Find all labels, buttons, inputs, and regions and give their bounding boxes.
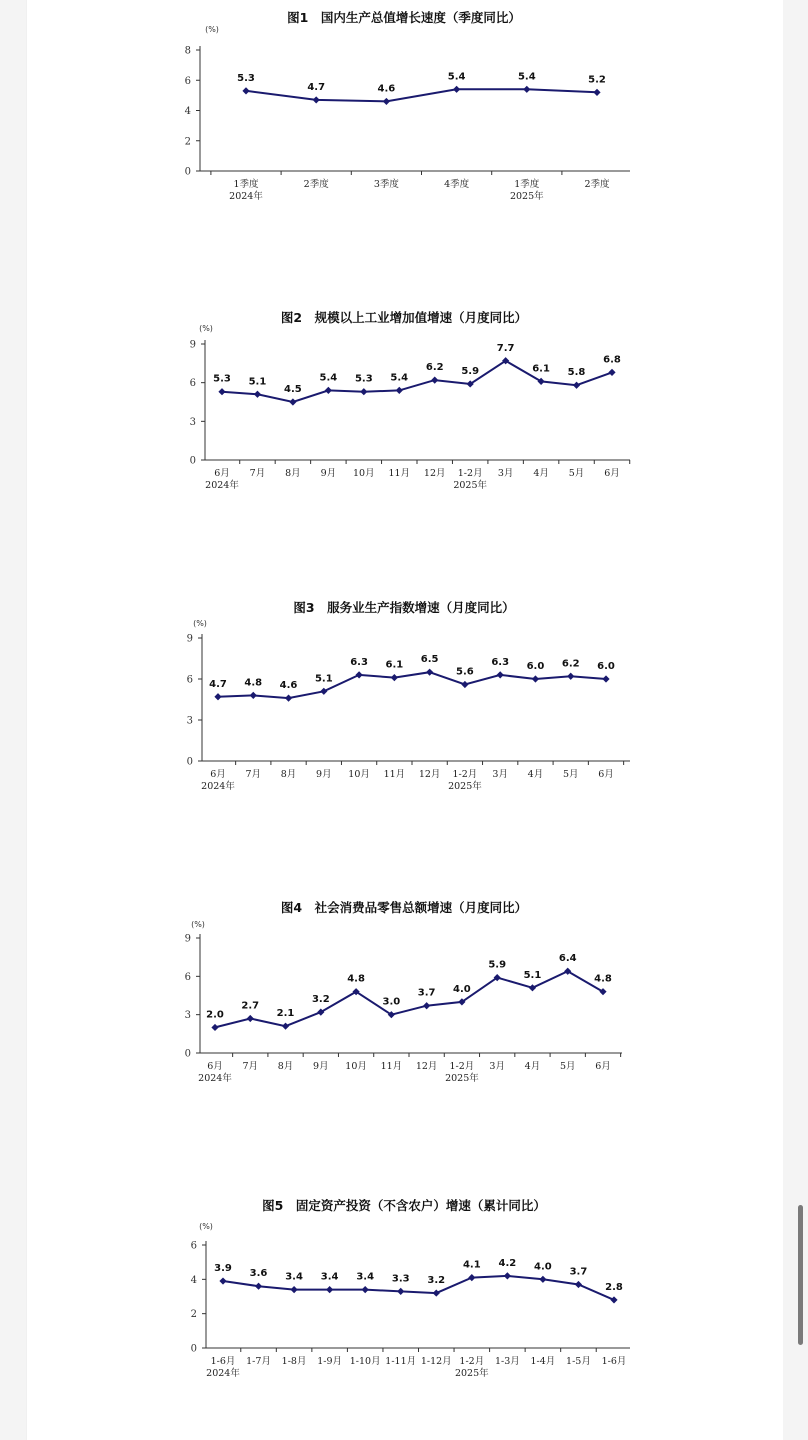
data-label: 4.6 [279, 680, 298, 692]
data-point-marker [529, 984, 536, 991]
data-point-marker [325, 387, 332, 394]
x-tick-label: 12月 [423, 468, 446, 479]
y-tick-label: 0 [184, 1048, 191, 1060]
y-axis-unit: (%) [199, 1222, 213, 1231]
data-label: 5.1 [523, 969, 542, 981]
x-year-label: 2025年 [445, 1073, 479, 1084]
x-year-label: 2025年 [448, 781, 482, 792]
x-tick-label: 1-9月 [317, 1356, 343, 1367]
x-tick-label: 6月 [210, 769, 226, 780]
data-label: 3.4 [285, 1271, 303, 1283]
data-point-marker [285, 695, 292, 702]
x-tick-label: 1-2月 [457, 468, 483, 479]
data-label: 3.7 [417, 987, 436, 999]
data-point-marker [219, 1277, 226, 1284]
x-tick-label: 1-12月 [420, 1356, 452, 1367]
data-label: 5.6 [456, 666, 474, 678]
x-tick-label: 6月 [207, 1061, 223, 1072]
data-label: 3.4 [356, 1271, 375, 1283]
data-label: 3.3 [391, 1273, 410, 1285]
data-point-marker [423, 1002, 430, 1009]
chart-gdp-growth [0, 0, 808, 215]
x-tick-label: 1-4月 [530, 1356, 556, 1367]
series-line [218, 672, 606, 698]
x-tick-label: 10月 [348, 769, 370, 780]
x-tick-label: 1-2月 [452, 769, 478, 780]
data-point-marker [242, 87, 249, 94]
series-line [223, 1276, 614, 1300]
data-label: 4.8 [347, 973, 365, 985]
data-point-marker [214, 693, 221, 700]
data-point-marker [355, 671, 362, 678]
x-year-label: 2024年 [198, 1073, 232, 1084]
chart-retail-sales [0, 890, 808, 1090]
data-label: 5.2 [588, 74, 606, 86]
y-tick-label: 6 [184, 75, 191, 87]
x-tick-label: 1-8月 [281, 1356, 307, 1367]
y-tick-label: 0 [186, 756, 193, 768]
y-tick-label: 2 [190, 1309, 197, 1321]
y-tick-label: 4 [184, 106, 191, 117]
data-point-marker [567, 673, 574, 680]
x-tick-label: 12月 [415, 1061, 438, 1072]
x-tick-label: 6月 [604, 468, 620, 479]
y-tick-label: 0 [189, 455, 196, 467]
data-label: 5.1 [248, 376, 267, 388]
data-point-marker [326, 1286, 333, 1293]
x-year-label: 2024年 [205, 480, 239, 491]
data-label: 5.3 [354, 373, 373, 385]
y-axis-unit: (%) [199, 324, 213, 333]
data-label: 6.5 [420, 654, 439, 666]
x-tick-label: 3月 [492, 769, 508, 780]
x-tick-label: 2季度 [584, 179, 610, 190]
y-axis-unit: (%) [191, 920, 205, 929]
data-point-marker [247, 1015, 254, 1022]
data-point-marker [360, 388, 367, 395]
data-label: 6.0 [526, 661, 545, 672]
data-point-marker [320, 688, 327, 695]
data-label: 4.7 [307, 81, 326, 93]
x-tick-label: 4月 [527, 769, 544, 780]
x-tick-label: 9月 [313, 1061, 329, 1072]
x-tick-label: 1-11月 [385, 1356, 417, 1367]
data-label: 4.1 [462, 1259, 481, 1271]
data-label: 2.8 [605, 1281, 623, 1293]
data-label: 5.9 [488, 959, 507, 971]
x-tick-label: 1-7月 [246, 1356, 271, 1367]
data-point-marker [608, 369, 615, 376]
y-tick-label: 0 [184, 166, 191, 178]
x-tick-label: 6月 [598, 769, 614, 780]
y-tick-label: 9 [189, 339, 196, 351]
data-label: 5.4 [390, 372, 409, 384]
data-point-marker [211, 1024, 218, 1031]
x-tick-label: 11月 [380, 1061, 403, 1072]
x-tick-label: 3季度 [373, 179, 399, 190]
data-point-marker [313, 96, 320, 103]
y-axis-unit: (%) [193, 619, 207, 628]
x-tick-label: 7月 [242, 1061, 259, 1072]
x-tick-label: 3月 [497, 468, 514, 479]
data-point-marker [468, 1274, 475, 1281]
x-tick-label: 12月 [418, 769, 441, 780]
data-label: 5.3 [237, 72, 255, 84]
data-label: 3.2 [311, 994, 330, 1006]
x-tick-label: 4月 [533, 468, 549, 479]
chart-title: 图3 服务业生产指数增速（月度同比） [293, 600, 515, 615]
data-label: 6.2 [561, 658, 580, 670]
data-point-marker [218, 388, 225, 395]
data-label: 3.7 [569, 1266, 588, 1278]
data-label: 4.6 [377, 83, 396, 95]
data-label: 6.8 [603, 354, 621, 366]
data-point-marker [575, 1281, 582, 1288]
series-line [222, 361, 612, 402]
data-label: 4.8 [244, 677, 263, 689]
series-line [215, 971, 603, 1027]
y-tick-label: 0 [190, 1343, 197, 1355]
data-point-marker [254, 391, 261, 398]
x-tick-label: 9月 [320, 468, 337, 479]
chart-title: 图1 国内生产总值增长速度（季度同比） [287, 10, 521, 25]
x-year-label: 2024年 [229, 191, 263, 202]
data-label: 3.9 [214, 1263, 232, 1275]
x-tick-label: 5月 [559, 1061, 576, 1072]
x-tick-label: 8月 [280, 769, 297, 780]
x-tick-label: 11月 [388, 468, 411, 479]
x-year-label: 2024年 [201, 781, 235, 792]
data-label: 3.4 [320, 1271, 339, 1283]
y-tick-label: 6 [184, 971, 191, 983]
data-point-marker [290, 1286, 297, 1293]
data-point-marker [453, 86, 460, 93]
x-tick-label: 1-2月 [449, 1061, 475, 1072]
y-axis-unit: (%) [205, 25, 219, 34]
x-tick-label: 9月 [316, 769, 332, 780]
data-label: 3.2 [427, 1275, 446, 1287]
x-tick-label: 4月 [524, 1061, 541, 1072]
x-tick-label: 6月 [214, 468, 230, 479]
data-label: 6.1 [532, 363, 550, 375]
y-tick-label: 8 [184, 45, 191, 57]
data-label: 5.4 [319, 372, 338, 384]
data-point-marker [497, 671, 504, 678]
data-label: 2.0 [206, 1009, 224, 1021]
data-point-marker [426, 669, 433, 676]
data-point-marker [504, 1272, 511, 1279]
data-point-marker [573, 382, 580, 389]
x-tick-label: 1-10月 [349, 1356, 381, 1367]
chart-title: 图2 规模以上工业增加值增速（月度同比） [280, 310, 528, 325]
data-point-marker [461, 681, 468, 688]
data-point-marker [433, 1289, 440, 1296]
data-point-marker [282, 1023, 289, 1030]
data-label: 5.4 [517, 71, 536, 83]
x-tick-label: 10月 [353, 468, 375, 479]
x-tick-label: 5月 [568, 468, 585, 479]
data-label: 3.6 [249, 1268, 268, 1280]
y-tick-label: 3 [186, 715, 193, 727]
chart-services-index [0, 590, 808, 800]
data-point-marker [362, 1286, 369, 1293]
data-point-marker [391, 674, 398, 681]
data-point-marker [523, 86, 530, 93]
x-tick-label: 11月 [383, 769, 406, 780]
data-label: 6.3 [350, 656, 368, 668]
x-year-label: 2025年 [454, 1368, 489, 1379]
y-tick-label: 6 [190, 1240, 197, 1252]
data-label: 5.8 [567, 367, 586, 379]
x-tick-label: 1季度 [233, 179, 259, 190]
x-tick-label: 8月 [285, 468, 301, 479]
data-label: 4.0 [453, 983, 471, 995]
data-label: 4.7 [209, 678, 227, 690]
x-tick-label: 6月 [595, 1061, 611, 1072]
data-label: 2.1 [276, 1008, 295, 1020]
x-year-label: 2024年 [206, 1368, 240, 1379]
x-tick-label: 1季度 [514, 179, 540, 190]
data-label: 6.3 [491, 656, 510, 668]
data-label: 5.4 [447, 71, 466, 83]
data-label: 2.7 [241, 1000, 260, 1012]
data-label: 7.7 [496, 342, 515, 354]
data-point-marker [593, 89, 600, 96]
data-label: 4.5 [284, 384, 302, 395]
data-point-marker [539, 1276, 546, 1283]
data-point-marker [602, 675, 609, 682]
data-label: 5.3 [213, 373, 231, 385]
series-line [246, 89, 597, 101]
data-point-marker [532, 675, 539, 682]
data-label: 6.4 [558, 953, 577, 965]
x-tick-label: 7月 [245, 769, 262, 780]
y-tick-label: 3 [189, 416, 196, 428]
x-tick-label: 1-6月 [210, 1356, 236, 1367]
x-tick-label: 4季度 [444, 179, 470, 190]
x-tick-label: 2季度 [303, 179, 329, 190]
data-label: 4.0 [534, 1261, 552, 1273]
x-tick-label: 1-3月 [494, 1356, 520, 1367]
x-tick-label: 1-5月 [566, 1356, 591, 1367]
chart-title: 图4 社会消费品零售总额增速（月度同比） [280, 900, 528, 915]
y-tick-label: 3 [184, 1010, 191, 1022]
x-tick-label: 3月 [489, 1061, 505, 1072]
chart-fixed-asset-investment [0, 1188, 808, 1388]
x-tick-label: 1-6月 [601, 1356, 627, 1367]
data-label: 6.0 [597, 661, 615, 672]
data-label: 4.8 [594, 973, 612, 985]
x-year-label: 2025年 [509, 191, 544, 202]
y-tick-label: 6 [189, 378, 196, 390]
data-point-marker [383, 98, 390, 105]
y-tick-label: 2 [184, 136, 191, 148]
y-tick-label: 6 [186, 674, 193, 686]
data-point-marker [431, 376, 438, 383]
data-label: 5.9 [461, 365, 480, 377]
y-tick-label: 4 [190, 1274, 197, 1286]
x-year-label: 2025年 [453, 480, 488, 491]
data-label: 6.2 [425, 362, 444, 374]
data-label: 3.0 [382, 996, 401, 1008]
data-point-marker [289, 398, 296, 405]
data-point-marker [610, 1296, 617, 1303]
chart-industrial-output [0, 300, 808, 500]
y-tick-label: 9 [186, 633, 193, 645]
data-point-marker [397, 1288, 404, 1295]
x-tick-label: 1-2月 [459, 1356, 485, 1367]
chart-title: 图5 固定资产投资（不含农户）增速（累计同比） [262, 1198, 546, 1213]
data-label: 4.2 [498, 1257, 517, 1269]
data-point-marker [250, 692, 257, 699]
data-label: 6.1 [385, 659, 404, 671]
data-point-marker [255, 1283, 262, 1290]
data-label: 5.1 [314, 673, 333, 685]
x-tick-label: 5月 [562, 769, 579, 780]
data-point-marker [396, 387, 403, 394]
x-tick-label: 8月 [277, 1061, 294, 1072]
x-tick-label: 7月 [249, 468, 266, 479]
y-tick-label: 9 [184, 933, 191, 945]
x-tick-label: 10月 [345, 1061, 367, 1072]
